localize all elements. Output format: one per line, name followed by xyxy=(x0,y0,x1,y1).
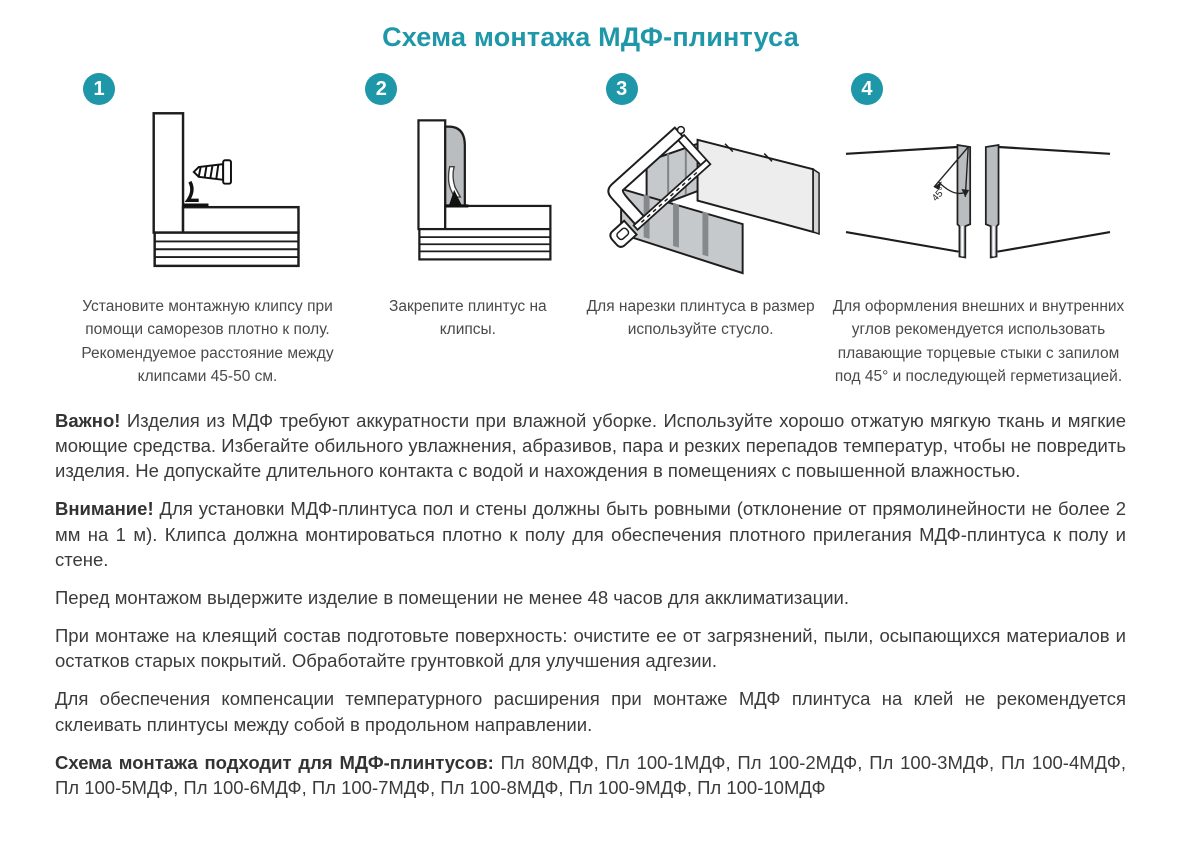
step-1 xyxy=(55,71,360,388)
step-1-number-badge: 1 xyxy=(83,73,115,105)
paragraph-acclimatization xyxy=(55,585,1126,610)
paragraph-important xyxy=(55,408,1126,483)
steps-row xyxy=(55,71,1126,388)
step-4-caption: Для оформления внешних и внутренних углов рекомендуется использовать плавающие торцевые стыки с запилом под 45° и последующей герметизацией. xyxy=(832,298,1125,385)
hacksaw-miter-box-icon xyxy=(578,83,823,279)
wall-clip-screw-icon xyxy=(95,107,320,279)
paragraph-glue-surface xyxy=(55,623,1126,673)
angle-45-label: 45° xyxy=(930,185,949,204)
paragraph-important-lead: Важно! xyxy=(55,410,127,431)
paragraph-important-text: Изделия из МДФ требуют аккуратности при влажной уборке. Используйте хорошо отжатую мягкую ткань и мягкие моющие средства. Избегайте обильного увлажнения, абразивов, пара и резких перепадов температур, чтобы не повредить изделия. Не допускайте длительного контакта с водой и нахождения в помещениях с повышенной влажностью. xyxy=(55,410,1126,482)
page-title: Схема монтажа МДФ-плинтуса xyxy=(382,22,799,52)
step-3 xyxy=(576,71,826,342)
paragraph-acclimatization-text: Перед монтажом выдержите изделие в помещении не менее 48 часов для акклиматизации. xyxy=(55,586,850,608)
step-4 xyxy=(831,71,1126,388)
step-3-caption: Для нарезки плинтуса в размер используйте стусло. xyxy=(586,298,815,339)
paragraph-expansion-text: Для обеспечения компенсации температурного расширения при монтаже МДФ плинтуса на клей не рекомендуется склеивать плинтусы между собой в продольном направлении. xyxy=(55,688,1126,735)
paragraph-models xyxy=(55,750,1126,800)
paragraph-attention-lead: Внимание! xyxy=(55,498,160,520)
skirting-on-clip-icon xyxy=(365,107,570,279)
step-2-caption: Закрепите плинтус на клипсы. xyxy=(389,298,547,339)
step-2-number-badge: 2 xyxy=(365,73,397,105)
step-2 xyxy=(365,71,570,342)
step-1-caption: Установите монтажную клипсу при помощи саморезов плотно к полу. Рекомендуемое расстояние между клипсами 45-50 см. xyxy=(81,298,334,385)
body-text xyxy=(55,408,1126,800)
paragraph-attention-text: Для установки МДФ-плинтуса пол и стены должны быть ровными (отклонение от прямолинейности не более 2 мм на 1 м). Клипса должна монтироваться плотно к полу для обеспечения плотного прилегания МДФ-плинтуса к полу и стене. xyxy=(55,498,1126,570)
instruction-sheet xyxy=(0,22,1181,800)
paragraph-attention xyxy=(55,496,1126,571)
paragraph-expansion xyxy=(55,686,1126,736)
step-3-number-badge: 3 xyxy=(606,73,638,105)
step-2-illustration xyxy=(365,71,570,279)
paragraph-models-lead: Схема монтажа подходит для МДФ-плинтусов: xyxy=(55,751,501,773)
corner-45-joint-icon xyxy=(838,103,1118,279)
paragraph-models-text: Пл 80МДФ, Пл 100-1МДФ, Пл 100-2МДФ, Пл 100-3МДФ, Пл 100-4МДФ, Пл 100-5МДФ, Пл 100-6МДФ, Пл 100-7МДФ, Пл 100-8МДФ, Пл 100-9МДФ, Пл 100-10МДФ xyxy=(55,751,1126,798)
step-4-number-badge: 4 xyxy=(851,73,883,105)
paragraph-glue-surface-text: При монтаже на клеящий состав подготовьте поверхность: очистите ее от загрязнений, пыли, осыпающихся материалов и остатков старых покрытий. Обработайте грунтовкой для улучшения адгезии. xyxy=(55,625,1126,672)
